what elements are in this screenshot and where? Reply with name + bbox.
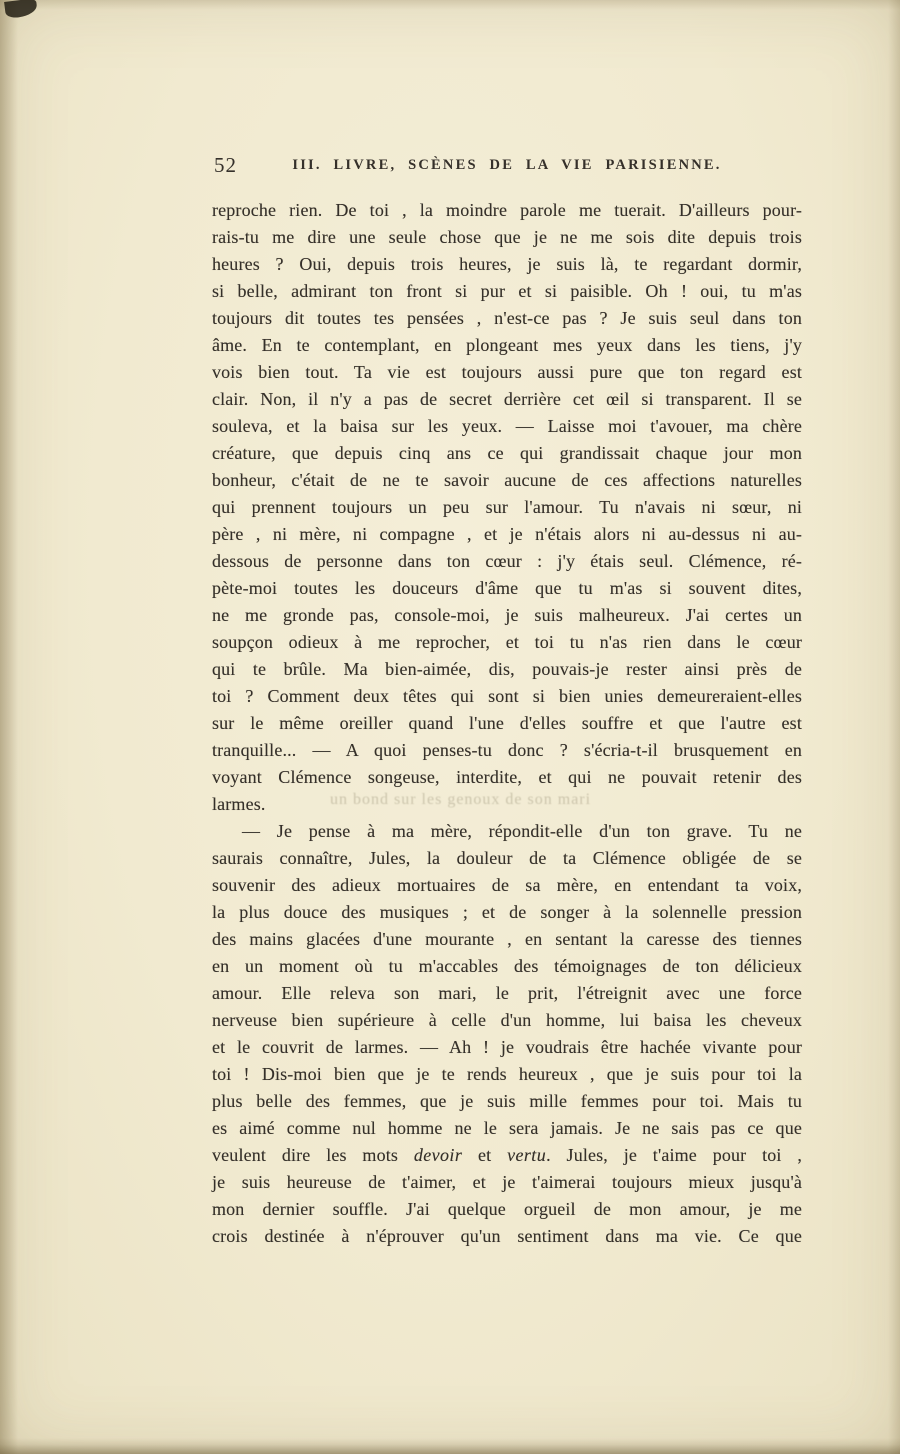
running-title: III. LIVRE, SCÈNES DE LA VIE PARISIENNE.: [292, 157, 722, 173]
text-line: vois bien tout. Ta vie est toujours aussi pure que ton regard est: [212, 362, 802, 382]
text-line: la plus douce des musiques ; et de songer à la solennelle pression: [212, 902, 802, 922]
text-line: reproche rien. De toi , la moindre parole me tuerait. D'ailleurs pour-: [212, 200, 802, 220]
text-line: pète-moi toutes les douceurs d'âme que tu m'as si souvent dites,: [212, 578, 802, 598]
scan-corner-mark: [4, 0, 38, 19]
ghost-showthrough-text: un bond sur les genoux de son mari: [330, 791, 592, 808]
text-line: larmes.: [212, 794, 266, 814]
text-line: crois destinée à n'éprouver qu'un sentiment dans ma vie. Ce que: [212, 1226, 802, 1246]
page-number: 52: [214, 153, 237, 177]
text-line: souleva, et la baisa sur les yeux. — Laisse moi t'avouer, ma chère: [212, 416, 802, 436]
text-line: souvenir des adieux mortuaires de sa mère, en entendant ta voix,: [212, 875, 802, 895]
text-line: et le couvrit de larmes. — Ah ! je voudrais être hachée vivante pour: [212, 1037, 802, 1057]
text-line: bonheur, c'était de ne te savoir aucune de ces affections naturelles: [212, 470, 802, 490]
text-line: âme. En te contemplant, en plongeant mes yeux dans les tiens, j'y: [212, 335, 802, 355]
text-line: mon dernier souffle. J'ai quelque orgueil de mon amour, je me: [212, 1199, 802, 1219]
text-line: sur le même oreiller quand l'une d'elles souffre et que l'autre est: [212, 713, 802, 733]
scan-edge-bottom: [0, 1438, 900, 1454]
text-line: si belle, admirant ton front si pur et si paisible. Oh ! oui, tu m'as: [212, 281, 802, 301]
text-line: qui te brûle. Ma bien-aimée, dis, pouvais-je rester ainsi près de: [212, 659, 802, 679]
text-line: qui prennent toujours un peu sur l'amour. Tu n'avais ni sœur, ni: [212, 497, 802, 517]
text-line: — Je pense à ma mère, répondit-elle d'un ton grave. Tu ne: [242, 821, 802, 841]
text-line: père , ni mère, ni compagne , et je n'étais alors ni au-dessus ni au-: [212, 524, 802, 544]
scan-edge-right: [888, 0, 900, 1454]
text-line: nerveuse bien supérieure à celle d'un homme, lui baisa les cheveux: [212, 1010, 802, 1030]
text-line: toi ! Dis-moi bien que je te rends heureux , que je suis pour toi la: [212, 1064, 802, 1084]
page-content: [212, 152, 802, 1250]
text-line: rais-tu me dire une seule chose que je ne me sois dite depuis trois: [212, 227, 802, 247]
text-line: plus belle des femmes, que je suis mille femmes pour toi. Mais tu: [212, 1091, 802, 1111]
text-line: je suis heureuse de t'aimer, et je t'aimerai toujours mieux jusqu'à: [212, 1172, 802, 1192]
text-line: toi ? Comment deux têtes qui sont si bien unies demeureraient-elles: [212, 686, 802, 706]
scan-edge-left: [0, 0, 18, 1454]
text-line: toujours dit toutes tes pensées , n'est-ce pas ? Je suis seul dans ton: [212, 308, 802, 328]
text-line: heures ? Oui, depuis trois heures, je suis là, te regardant dormir,: [212, 254, 802, 274]
text-line: veulent dire les mots devoir et vertu. Jules, je t'aime pour toi ,: [212, 1145, 802, 1165]
text-line: soupçon odieux à me reprocher, et toi tu n'as rien dans le cœur: [212, 632, 802, 652]
text-line: dessous de personne dans ton cœur : j'y étais seul. Clémence, ré-: [212, 551, 802, 571]
text-line: clair. Non, il n'y a pas de secret derrière cet œil si transparent. Il se: [212, 389, 802, 409]
text-line: créature, que depuis cinq ans ce qui grandissait chaque jour mon: [212, 443, 802, 463]
body-text: [212, 197, 802, 1250]
text-line: voyant Clémence songeuse, interdite, et qui ne pouvait retenir des: [212, 767, 802, 787]
text-line: es aimé comme nul homme ne le sera jamais. Je ne sais pas ce que: [212, 1118, 802, 1138]
text-line: ne me gronde pas, console-moi, je suis malheureux. J'ai certes un: [212, 605, 802, 625]
scan-edge-top: [0, 0, 900, 10]
text-line: amour. Elle releva son mari, le prit, l'étreignit avec une force: [212, 983, 802, 1003]
text-line: en un moment où tu m'accables des témoignages de ton délicieux: [212, 956, 802, 976]
text-line: tranquille... — A quoi penses-tu donc ? s'écria-t-il brusquement en: [212, 740, 802, 760]
text-line: saurais connaître, Jules, la douleur de ta Clémence obligée de se: [212, 848, 802, 868]
page-header: [212, 152, 802, 182]
text-line: des mains glacées d'une mourante , en sentant la caresse des tiennes: [212, 929, 802, 949]
